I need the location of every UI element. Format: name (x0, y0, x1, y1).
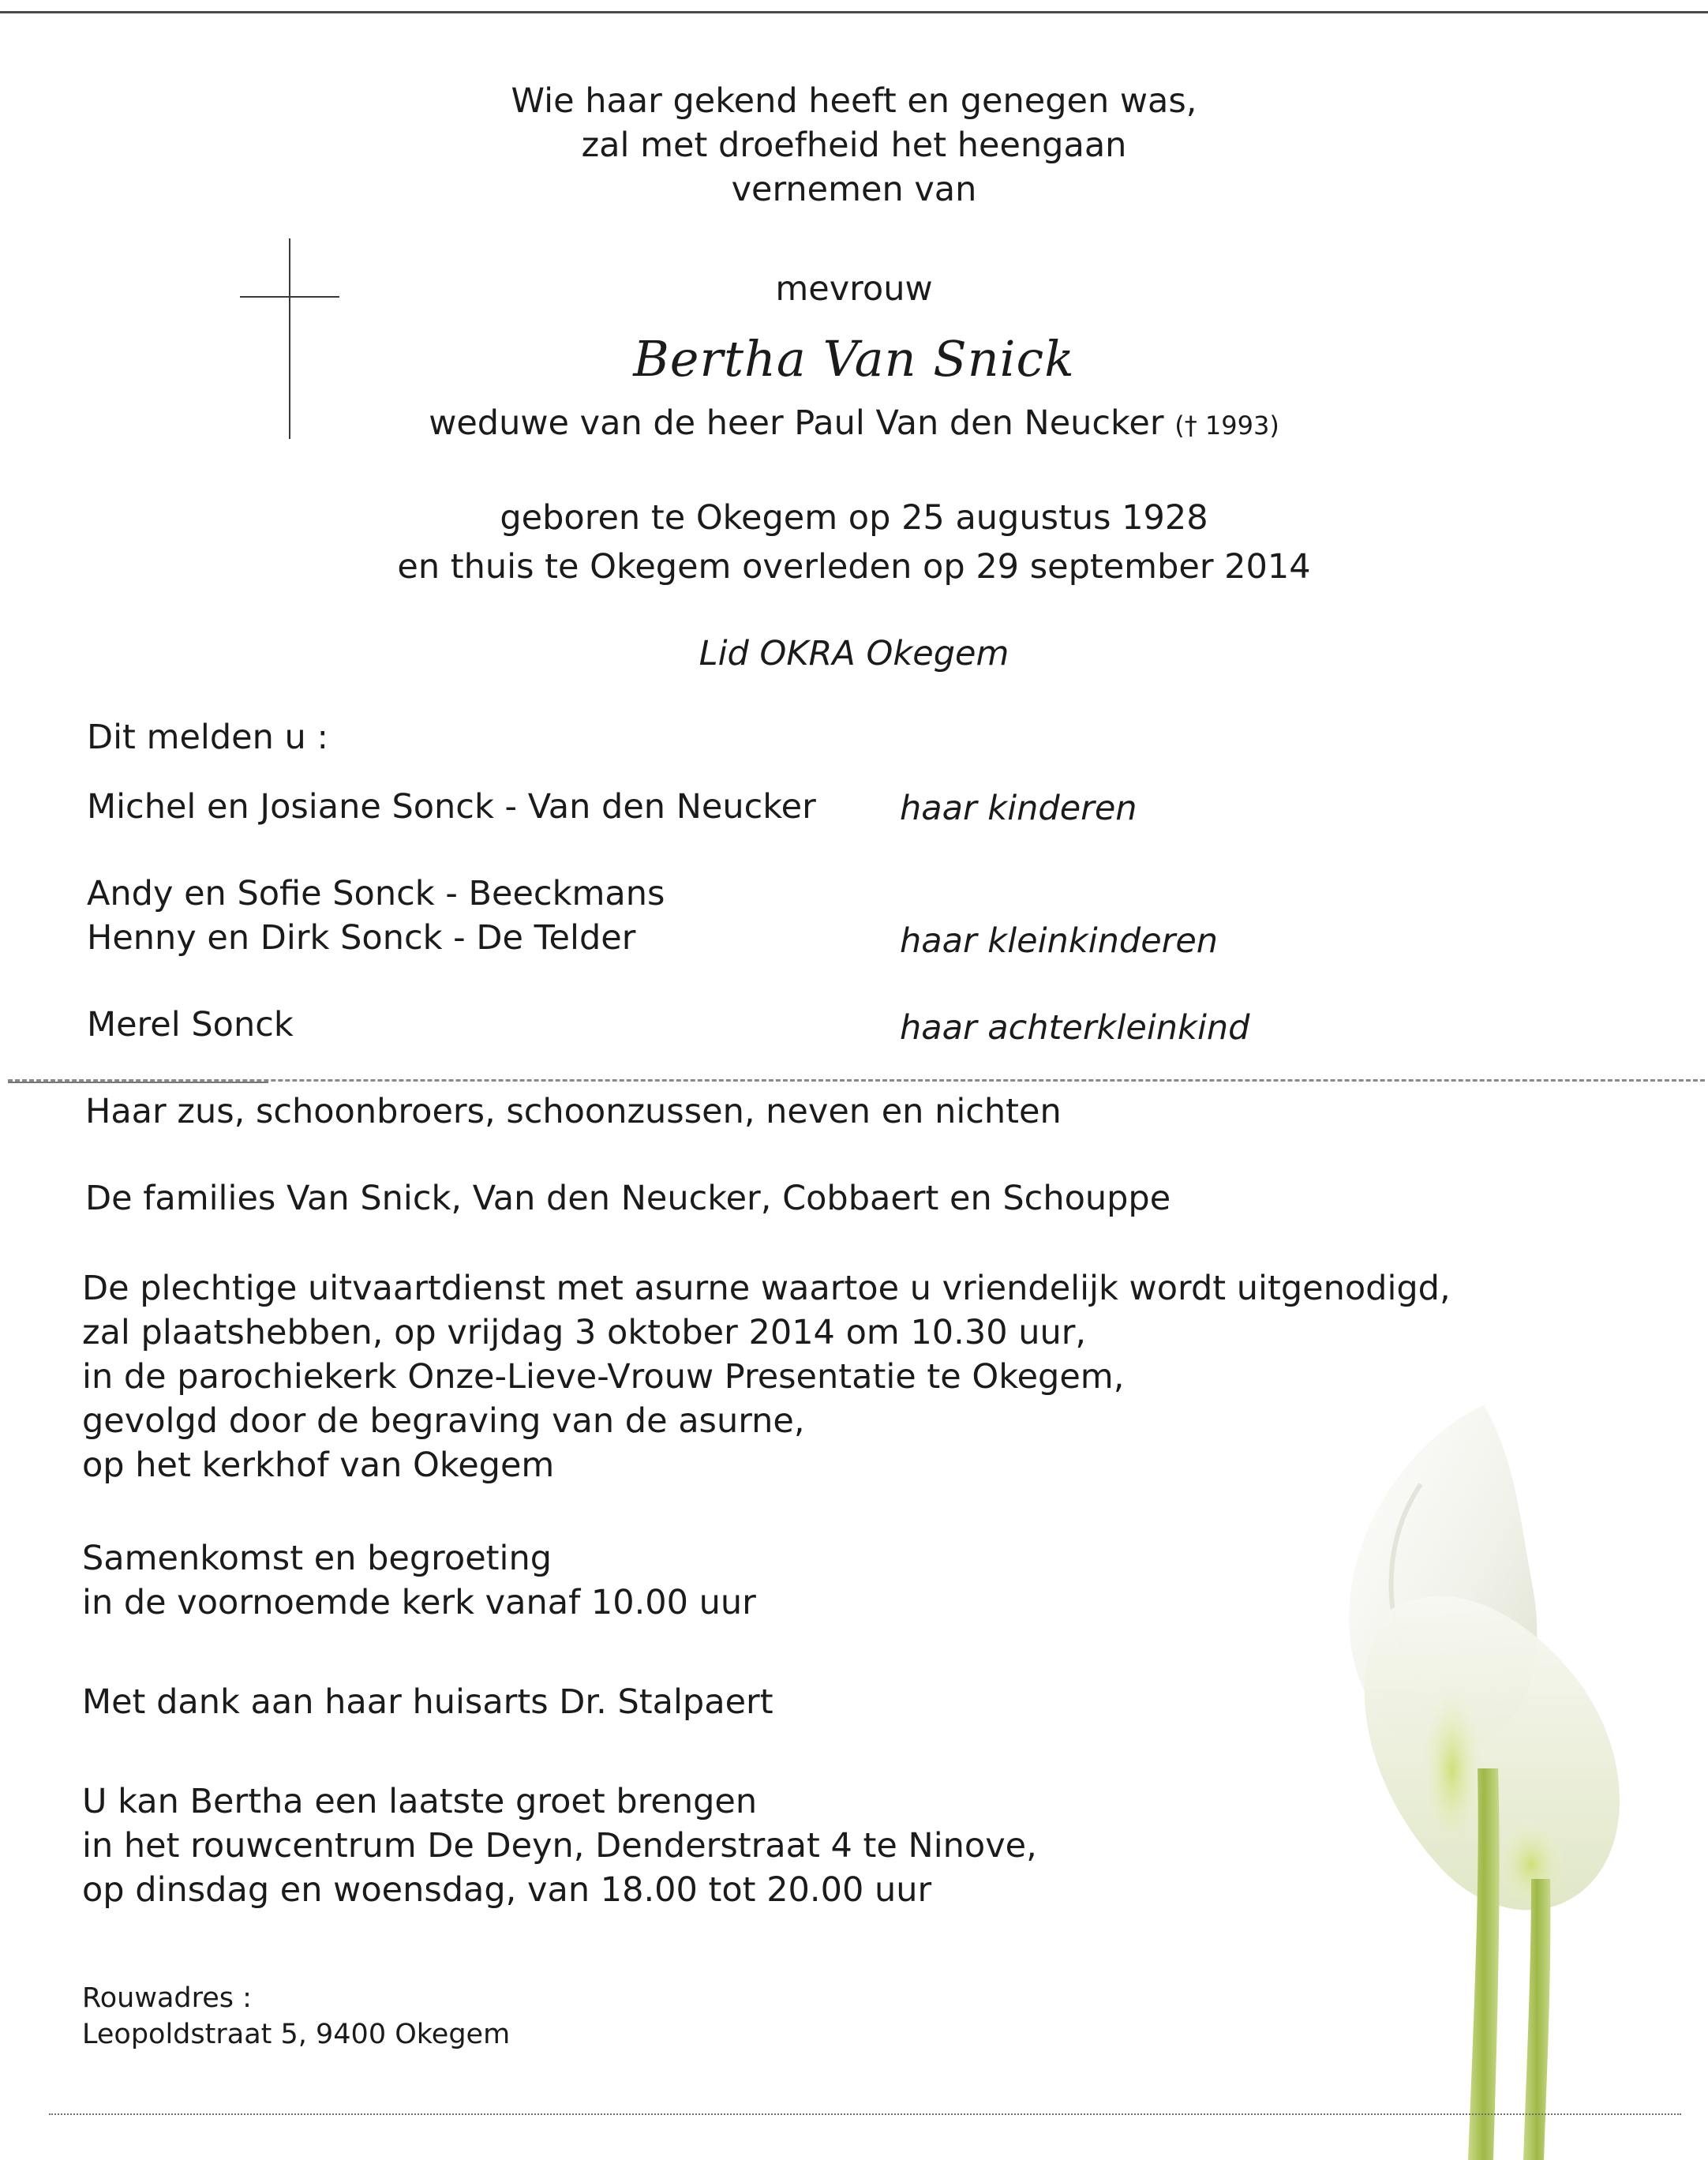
service-line-5: op het kerkhof van Okegem (82, 1446, 555, 1485)
gathering-paragraph (82, 1536, 756, 1625)
service-line-2: zal plaatshebben, op vrijdag 3 oktober 2014 om 10.30 uur, (82, 1313, 1087, 1352)
families-line: De families Van Snick, Van den Neucker, Cobbaert en Schouppe (85, 1179, 1171, 1218)
visitation-paragraph (82, 1779, 1037, 1912)
family-name-2: Andy en Sofie Sonck - Beeckmans (87, 874, 665, 913)
visitation-line-3: op dinsdag en woensdag, van 18.00 tot 20.00 uur (82, 1870, 932, 1910)
intro-line-2: zal met droefheid het heengaan (581, 126, 1127, 165)
widow-line (0, 401, 1708, 448)
gathering-line-1: Samenkomst en begroeting (82, 1539, 552, 1578)
title-prefix: mevrouw (775, 269, 933, 309)
intro-line-3: vernemen van (731, 170, 977, 209)
service-line-4: gevolgd door de begraving van de asurne, (82, 1401, 805, 1441)
family-name-1: Michel en Josiane Sonck - Van den Neucker (87, 787, 816, 827)
membership: Lid OKRA Okegem (699, 634, 1009, 673)
service-paragraph (82, 1266, 1451, 1487)
death-line: en thuis te Okegem overleden op 29 september 2014 (397, 547, 1311, 587)
relatives-line: Haar zus, schoonbroers, schoonzussen, neven en nichten (85, 1092, 1062, 1131)
service-line-3: in de parochiekerk Onze-Lieve-Vrouw Presentatie te Okegem, (82, 1357, 1125, 1397)
fold-line-edge (8, 1082, 268, 1083)
address-block (82, 1980, 510, 2053)
visitation-line-1: U kan Bertha een laatste groet brengen (82, 1782, 758, 1821)
visitation-line-2: in het rouwcentrum De Deyn, Denderstraat 4 te Ninove, (82, 1826, 1037, 1866)
family-role-3: haar kleinkinderen (900, 921, 1219, 961)
widow-text: weduwe van de heer Paul Van den Neucker (429, 403, 1164, 443)
announce-line: Dit melden u : (87, 718, 328, 757)
bottom-rule (49, 2113, 1681, 2115)
calla-lily-illustration (1294, 1374, 1708, 2160)
address-label: Rouwadres : (82, 1982, 252, 2014)
family-name-4: Merel Sonck (87, 1005, 294, 1044)
intro-line-1: Wie haar gekend heeft en genegen was, (511, 81, 1197, 121)
birth-line: geboren te Okegem op 25 augustus 1928 (500, 498, 1208, 538)
service-line-1: De plechtige uitvaartdienst met asurne waartoe u vriendelijk wordt uitgenodigd, (82, 1269, 1451, 1308)
widow-year: († 1993) (1174, 411, 1279, 441)
address-line: Leopoldstraat 5, 9400 Okegem (82, 2019, 511, 2050)
thanks-line: Met dank aan haar huisarts Dr. Stalpaert (82, 1682, 773, 1722)
deceased-name: Bertha Van Snick (633, 330, 1075, 388)
top-rule (0, 11, 1708, 13)
family-role-4: haar achterkleinkind (900, 1008, 1250, 1048)
gathering-line-2: in de voornoemde kerk vanaf 10.00 uur (82, 1583, 756, 1622)
family-role-1: haar kinderen (900, 789, 1137, 828)
family-name-3: Henny en Dirk Sonck - De Telder (87, 918, 636, 958)
